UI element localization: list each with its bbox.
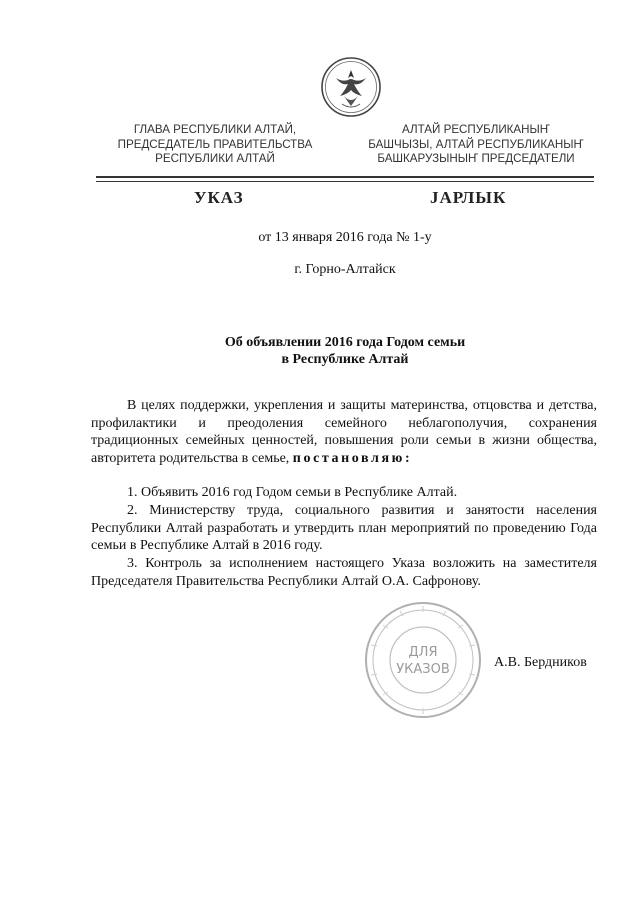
official-stamp: [363, 600, 483, 720]
decree-word: постановляю:: [292, 450, 413, 466]
header-right-block: [356, 123, 596, 167]
header-right-line: БАШКАРУЗЫНЫҤ ПРЕДСЕДАТЕЛИ: [377, 152, 575, 165]
intro-text: В целях поддержки, укрепления и защиты материнства, отцовства и детства, профилактики и преодоления семейного неблагополучия, сохранения традиционных семейных ценностей, повышения роли семьи в жизни общества, авторитета родительства в семье,: [91, 398, 597, 466]
intro-paragraph: [91, 397, 597, 467]
decree-item: 3. Контроль за исполнением настоящего Указа возложить на заместителя Председателя Правительства Республики Алтай О.А. Сафронову.: [91, 556, 597, 589]
header-right-line: БАШЧЫЗЫ, АЛТАЙ РЕСПУБЛИКАНЫҤ: [368, 137, 584, 151]
signer-name: А.В. Бердников: [494, 655, 587, 670]
header-right-line: АЛТАЙ РЕСПУБЛИКАНЫҤ: [402, 123, 550, 136]
subject-title: [96, 334, 594, 368]
city-line: г. Горно-Алтайск: [294, 262, 396, 277]
header-left-block: [110, 123, 320, 167]
doc-type-left: УКАЗ: [194, 188, 244, 207]
coat-of-arms-emblem: [318, 56, 384, 118]
date-line: от 13 января 2016 года № 1-у: [258, 230, 432, 245]
header-left-line: ГЛАВА РЕСПУБЛИКИ АЛТАЙ,: [133, 123, 297, 136]
decree-item: 1. Объявить 2016 год Годом семьи в Республике Алтай.: [127, 485, 458, 500]
stamp-line: УКАЗОВ: [396, 662, 450, 677]
decree-item: 2. Министерству труда, социального развития и занятости населения Республики Алтай разработать и утвердить план мероприятий по проведению Года семьи в Республике Алтай в 2016 году.: [91, 503, 597, 553]
stamp-line: ДЛЯ: [408, 645, 438, 660]
subject-line: Об объявлении 2016 года Годом семьи: [224, 335, 466, 350]
header-left-line: ПРЕДСЕДАТЕЛЬ ПРАВИТЕЛЬСТВА: [117, 137, 313, 151]
header-divider-thick: [96, 176, 594, 178]
subject-line: в Республике Алтай: [281, 352, 409, 367]
doc-type-right: ЈАРЛЫК: [430, 188, 507, 207]
header-divider-thin: [96, 181, 594, 182]
header-left-line: РЕСПУБЛИКИ АЛТАЙ: [155, 152, 275, 165]
